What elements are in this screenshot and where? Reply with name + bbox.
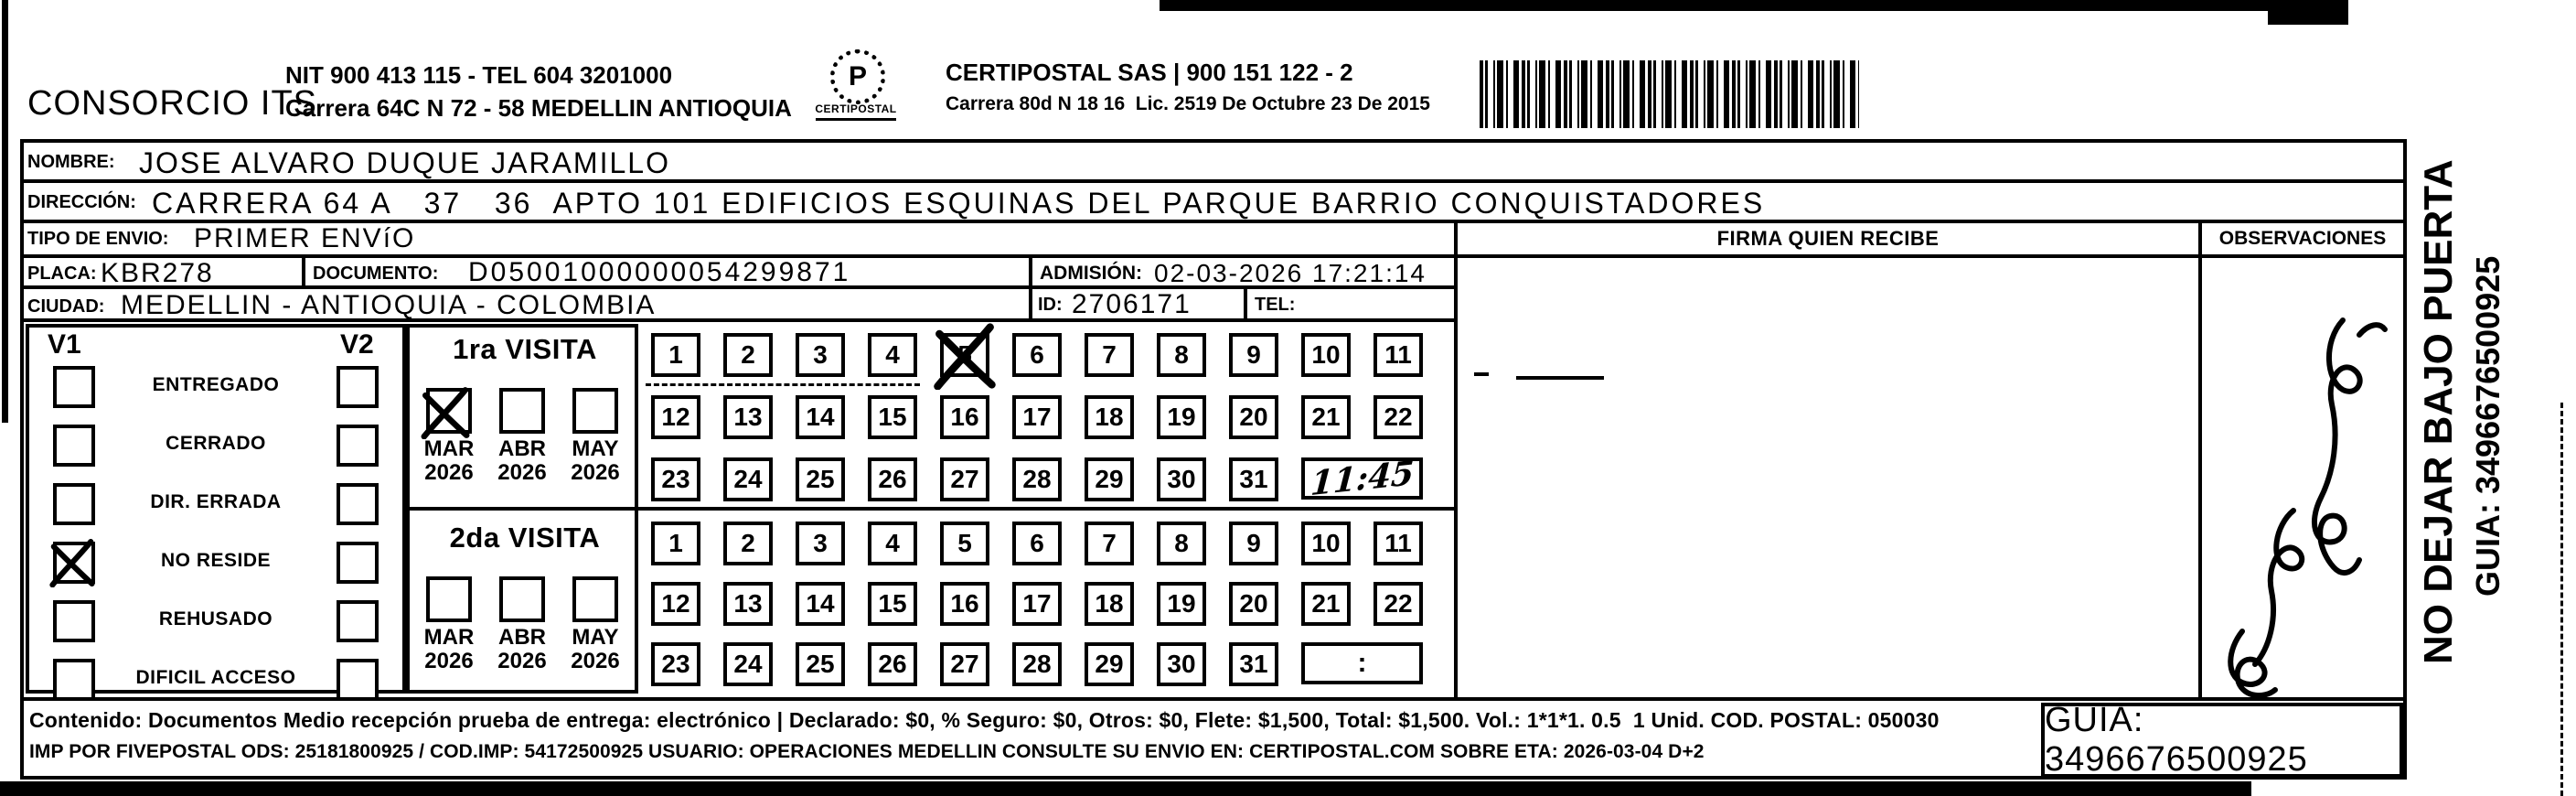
day-cell-visit1-1[interactable]: 1 bbox=[651, 333, 700, 377]
direccion-label: DIRECCIÓN: bbox=[27, 192, 136, 212]
day-cell-visit2-3[interactable]: 3 bbox=[796, 522, 845, 565]
checkbox-v2-entregado[interactable] bbox=[337, 366, 379, 408]
day-cell-visit1-11[interactable]: 11 bbox=[1374, 333, 1423, 377]
status-row-rehusado bbox=[29, 598, 402, 640]
handwritten-x-mark bbox=[419, 386, 472, 439]
guia-number-box bbox=[2041, 703, 2403, 778]
logo-glyph: P bbox=[848, 61, 867, 91]
handwritten-signature bbox=[2206, 302, 2389, 705]
status-label-cerrado: CERRADO bbox=[166, 433, 266, 454]
month-year: 2026 bbox=[571, 460, 620, 485]
table-line bbox=[20, 139, 2407, 143]
day-cell-visit2-1[interactable]: 1 bbox=[651, 522, 700, 565]
checkbox-v2-dificil-acceso[interactable] bbox=[337, 659, 379, 701]
visit2-month-checkboxes bbox=[413, 576, 631, 673]
status-row-dir-errada bbox=[29, 481, 402, 523]
provider-line2: Carrera 80d N 18 16 Lic. 2519 De Octubre 23 De 2015 bbox=[946, 93, 1430, 114]
day-cell-visit1-9[interactable]: 9 bbox=[1229, 333, 1278, 377]
day-cell-visit2-16[interactable]: 16 bbox=[940, 582, 989, 626]
table-line bbox=[1029, 254, 1032, 322]
day-cell-visit1-23[interactable]: 23 bbox=[651, 457, 700, 501]
status-label-no-reside: NO RESIDE bbox=[160, 550, 272, 571]
logo-tagline-bar bbox=[816, 118, 896, 121]
v2-column-header: V2 bbox=[340, 329, 374, 360]
day-cell-visit2-21[interactable]: 21 bbox=[1301, 582, 1351, 626]
time-box-visit1[interactable] bbox=[1301, 453, 1423, 504]
status-checkbox-panel bbox=[26, 324, 406, 694]
day-cell-visit2-26[interactable]: 26 bbox=[868, 642, 917, 686]
placa-value: KBR278 bbox=[101, 258, 214, 288]
firma-column-header: FIRMA QUIEN RECIBE bbox=[1716, 227, 1940, 250]
day-cell-visit2-13[interactable]: 13 bbox=[723, 582, 773, 626]
month-option-2da-visita-may bbox=[560, 576, 631, 673]
day-cell-visit1-18[interactable]: 18 bbox=[1085, 395, 1134, 439]
month-year: 2026 bbox=[571, 649, 620, 673]
day-cell-visit1-19[interactable]: 19 bbox=[1157, 395, 1206, 439]
month-label: MAR bbox=[423, 436, 475, 461]
status-label-entregado: ENTREGADO bbox=[152, 374, 280, 395]
handwritten-time: 11:45 bbox=[1309, 453, 1416, 504]
day-cell-visit2-8[interactable]: 8 bbox=[1157, 522, 1206, 565]
day-cell-visit1-12[interactable]: 12 bbox=[651, 395, 700, 439]
day-cell-visit1-7[interactable]: 7 bbox=[1085, 333, 1134, 377]
month-option-1ra-visita-mar bbox=[413, 388, 485, 485]
status-label-rehusado: REHUSADO bbox=[158, 608, 273, 629]
table-line bbox=[1244, 285, 1247, 322]
day-cell-visit2-28[interactable]: 28 bbox=[1012, 642, 1062, 686]
v1-column-header: V1 bbox=[48, 329, 81, 360]
company-info-line1: NIT 900 413 115 - TEL 604 3201000 bbox=[285, 61, 673, 89]
day-cell-visit2-30[interactable]: 30 bbox=[1157, 642, 1206, 686]
status-row-cerrado bbox=[29, 423, 402, 465]
day-cell-visit2-18[interactable]: 18 bbox=[1085, 582, 1134, 626]
day-cell-visit2-12[interactable]: 12 bbox=[651, 582, 700, 626]
scan-edge-top-bar bbox=[1160, 0, 2348, 11]
day-cell-visit1-6[interactable]: 6 bbox=[1012, 333, 1062, 377]
documento-value: D05001000000054299871 bbox=[468, 257, 851, 287]
month-checkbox-may[interactable] bbox=[572, 388, 618, 434]
admision-label: ADMISIÓN: bbox=[1040, 263, 1142, 284]
day-cell-visit1-14[interactable]: 14 bbox=[796, 395, 845, 439]
checkbox-v2-no-reside[interactable] bbox=[337, 542, 379, 584]
day-cell-visit2-31[interactable]: 31 bbox=[1229, 642, 1278, 686]
day-cell-visit1-13[interactable]: 13 bbox=[723, 395, 773, 439]
day-cell-visit2-7[interactable]: 7 bbox=[1085, 522, 1134, 565]
day-cell-visit2-25[interactable]: 25 bbox=[796, 642, 845, 686]
tipo-envio-value: PRIMER ENVíO bbox=[194, 223, 416, 253]
month-option-1ra-visita-may bbox=[560, 388, 631, 485]
time-box-visit2[interactable] bbox=[1301, 642, 1423, 684]
perforation-line bbox=[2560, 403, 2563, 796]
firma-signature-area[interactable] bbox=[1458, 258, 2198, 697]
day-cell-visit2-5[interactable]: 5 bbox=[940, 522, 989, 565]
day-cell-visit1-29[interactable]: 29 bbox=[1085, 457, 1134, 501]
month-label: MAY bbox=[572, 436, 619, 461]
month-label: MAY bbox=[572, 625, 619, 650]
tracking-barcode bbox=[1480, 60, 1859, 128]
status-row-entregado bbox=[29, 364, 402, 406]
month-checkbox-may[interactable] bbox=[572, 576, 618, 622]
day-cell-visit2-23[interactable]: 23 bbox=[651, 642, 700, 686]
placa-label: PLACA: bbox=[27, 264, 97, 284]
day-cell-visit2-19[interactable]: 19 bbox=[1157, 582, 1206, 626]
visit2-title: 2da VISITA bbox=[449, 522, 601, 554]
checkbox-v2-rehusado[interactable] bbox=[337, 600, 379, 642]
day-cell-visit2-15[interactable]: 15 bbox=[868, 582, 917, 626]
id-label: ID: bbox=[1038, 295, 1063, 315]
direccion-value: CARRERA 64 A 37 36 APTO 101 EDIFICIOS ESQUINAS DEL PARQUE BARRIO CONQUISTADORES bbox=[152, 187, 1766, 220]
company-name: CONSORCIO ITS bbox=[27, 84, 318, 123]
month-label: ABR bbox=[498, 625, 546, 650]
day-cell-visit2-24[interactable]: 24 bbox=[723, 642, 773, 686]
id-value: 2706171 bbox=[1072, 289, 1192, 319]
table-line bbox=[2403, 139, 2407, 780]
status-label-dificil-acceso: DIFICIL ACCESO bbox=[135, 667, 296, 688]
time-colon-placeholder: : bbox=[1357, 648, 1367, 678]
table-line bbox=[20, 139, 24, 780]
side-instruction-text: NO DEJAR BAJO PUERTA bbox=[2416, 159, 2461, 664]
side-guia-text: GUIA: 3496676500925 bbox=[2469, 255, 2507, 597]
day-cell-visit2-10[interactable]: 10 bbox=[1301, 522, 1351, 565]
visit1-month-checkboxes bbox=[413, 388, 631, 485]
month-checkbox-mar[interactable] bbox=[426, 576, 472, 622]
day-cell-visit2-6[interactable]: 6 bbox=[1012, 522, 1062, 565]
day-cell-visit1-31[interactable]: 31 bbox=[1229, 457, 1278, 501]
day-cell-visit1-5[interactable]: 5 bbox=[940, 333, 989, 377]
admision-value: 02-03-2026 17:21:14 bbox=[1154, 259, 1427, 287]
day-cell-visit2-11[interactable]: 11 bbox=[1374, 522, 1423, 565]
day-cell-visit1-10[interactable]: 10 bbox=[1301, 333, 1351, 377]
status-label-dir-errada: DIR. ERRADA bbox=[150, 491, 282, 512]
documento-label: DOCUMENTO: bbox=[313, 264, 439, 284]
day-cell-visit1-8[interactable]: 8 bbox=[1157, 333, 1206, 377]
ciudad-value: MEDELLIN - ANTIOQUIA - COLOMBIA bbox=[121, 290, 657, 320]
day-cell-visit2-2[interactable]: 2 bbox=[723, 522, 773, 565]
day-cell-visit1-17[interactable]: 17 bbox=[1012, 395, 1062, 439]
footer-content-line: Contenido: Documentos Medio recepción prueba de entrega: electrónico | Declarado: $0, % Seguro: $0, Otros: $0, Flete: $1,500, Total: $1,500. Vol.: 1*1*1. 0.5 1 Unid. COD. POSTAL: 050030 bbox=[29, 708, 1940, 732]
month-checkbox-mar[interactable] bbox=[426, 388, 472, 434]
day-cell-visit2-27[interactable]: 27 bbox=[940, 642, 989, 686]
day-cell-visit2-29[interactable]: 29 bbox=[1085, 642, 1134, 686]
handwritten-x-mark bbox=[931, 322, 999, 390]
day-cell-visit2-4[interactable]: 4 bbox=[868, 522, 917, 565]
observaciones-column-header: OBSERVACIONES bbox=[2218, 228, 2387, 249]
month-year: 2026 bbox=[424, 649, 474, 673]
day-cell-visit1-24[interactable]: 24 bbox=[723, 457, 773, 501]
nombre-label: NOMBRE: bbox=[27, 152, 115, 172]
day-cell-visit1-20[interactable]: 20 bbox=[1229, 395, 1278, 439]
company-info-line2: Carrera 64C N 72 - 58 MEDELLIN ANTIOQUIA bbox=[285, 94, 792, 122]
provider-line1: CERTIPOSTAL SAS | 900 151 122 - 2 bbox=[946, 59, 1353, 86]
day-cell-visit1-25[interactable]: 25 bbox=[796, 457, 845, 501]
day-cell-visit1-16[interactable]: 16 bbox=[940, 395, 989, 439]
day-cell-visit1-3[interactable]: 3 bbox=[796, 333, 845, 377]
logo-text: CERTIPOSTAL bbox=[815, 102, 897, 115]
day-cell-visit1-26[interactable]: 26 bbox=[868, 457, 917, 501]
nombre-value: JOSE ALVARO DUQUE JARAMILLO bbox=[139, 146, 670, 179]
month-year: 2026 bbox=[424, 460, 474, 485]
day-cell-visit1-30[interactable]: 30 bbox=[1157, 457, 1206, 501]
month-option-2da-visita-abr bbox=[486, 576, 558, 673]
scan-edge-bottom-bar bbox=[0, 781, 2251, 796]
scan-noise-dashes bbox=[646, 383, 920, 386]
month-option-1ra-visita-abr bbox=[486, 388, 558, 485]
scan-edge-top-blob bbox=[2268, 0, 2348, 25]
month-checkbox-abr[interactable] bbox=[499, 388, 545, 434]
checkbox-v2-dir-errada[interactable] bbox=[337, 483, 379, 525]
tel-label: TEL: bbox=[1255, 295, 1296, 315]
day-cell-visit1-4[interactable]: 4 bbox=[868, 333, 917, 377]
scan-edge-left-line bbox=[2, 0, 8, 423]
month-year: 2026 bbox=[497, 649, 547, 673]
footer-imp-line: IMP POR FIVEPOSTAL ODS: 25181800925 / COD.IMP: 54172500925 USUARIO: OPERACIONES MEDELLIN CONSULTE SU ENVIO EN: CERTIPOSTAL.COM SOBRE ETA: 2026-03-04 D+2 bbox=[29, 741, 1705, 762]
tipo-envio-label: TIPO DE ENVIO: bbox=[27, 229, 169, 249]
day-cell-visit1-28[interactable]: 28 bbox=[1012, 457, 1062, 501]
month-checkbox-abr[interactable] bbox=[499, 576, 545, 622]
day-cell-visit2-9[interactable]: 9 bbox=[1229, 522, 1278, 565]
day-cell-visit2-17[interactable]: 17 bbox=[1012, 582, 1062, 626]
status-row-no-reside bbox=[29, 540, 402, 582]
month-label: ABR bbox=[498, 436, 546, 461]
ciudad-label: CIUDAD: bbox=[27, 296, 105, 317]
month-label: MAR bbox=[423, 625, 475, 650]
day-cell-visit2-20[interactable]: 20 bbox=[1229, 582, 1278, 626]
checkbox-v2-cerrado[interactable] bbox=[337, 425, 379, 467]
table-line bbox=[302, 254, 305, 289]
status-row-dificil-acceso bbox=[29, 657, 402, 699]
day-cell-visit1-22[interactable]: 22 bbox=[1374, 395, 1423, 439]
day-cell-visit1-15[interactable]: 15 bbox=[868, 395, 917, 439]
day-cell-visit2-14[interactable]: 14 bbox=[796, 582, 845, 626]
month-year: 2026 bbox=[497, 460, 547, 485]
month-option-2da-visita-mar bbox=[413, 576, 485, 673]
certipostal-logo-icon bbox=[830, 49, 885, 104]
day-cell-visit1-2[interactable]: 2 bbox=[723, 333, 773, 377]
day-cell-visit2-22[interactable]: 22 bbox=[1374, 582, 1423, 626]
day-cell-visit1-27[interactable]: 27 bbox=[940, 457, 989, 501]
visit1-title: 1ra VISITA bbox=[453, 333, 597, 365]
guia-number: GUIA: 3496676500925 bbox=[2045, 701, 2308, 779]
day-cell-visit1-21[interactable]: 21 bbox=[1301, 395, 1351, 439]
